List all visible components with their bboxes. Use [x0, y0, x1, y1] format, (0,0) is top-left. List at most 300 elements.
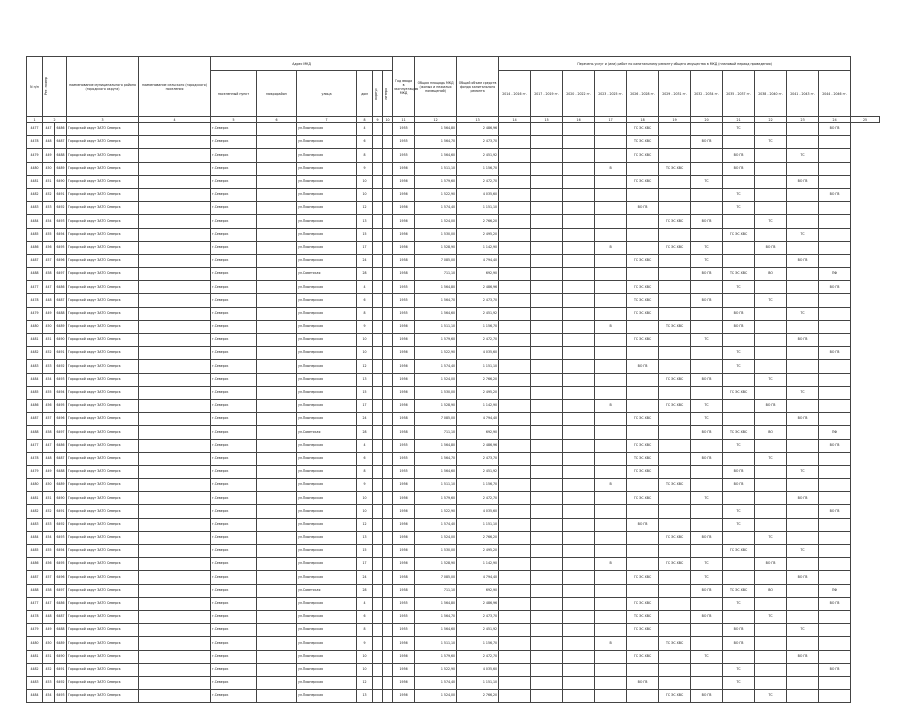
- cell-cost: 4 794,40: [457, 254, 499, 267]
- cell-empty: [257, 254, 297, 267]
- cell-id: 6487: [55, 610, 67, 623]
- cell-empty: [139, 136, 211, 149]
- cell-work-period: [659, 545, 691, 558]
- cell-empty: [383, 545, 393, 558]
- cell-reg: 449: [43, 624, 55, 637]
- cell-n: 4478: [27, 610, 43, 623]
- cell-locality: г.Северск: [211, 202, 257, 215]
- cell-empty: [139, 320, 211, 333]
- cell-work-period: [659, 571, 691, 584]
- cell-work-period: ТС: [723, 281, 755, 294]
- cell-work-period: [787, 610, 819, 623]
- cell-work-period: [691, 320, 723, 333]
- cell-empty: [373, 676, 383, 689]
- cell-area: 1 522,90: [415, 663, 457, 676]
- cell-house: 12: [357, 518, 373, 531]
- cell-area: 1 511,10: [415, 479, 457, 492]
- cell-work-period: [691, 386, 723, 399]
- cell-empty: [257, 320, 297, 333]
- cell-district: Городской округ ЗАТО Северск: [67, 650, 139, 663]
- cell-work-period: [563, 228, 595, 241]
- cell-work-period: [627, 373, 659, 386]
- cell-work-period: [595, 597, 627, 610]
- cell-empty: [373, 294, 383, 307]
- cell-work-period: ГС ЭС ХВС: [627, 334, 659, 347]
- cell-empty: [383, 202, 393, 215]
- cell-empty: [257, 202, 297, 215]
- cell-district: Городской округ ЗАТО Северск: [67, 123, 139, 136]
- cell-cost: 4 035,60: [457, 505, 499, 518]
- cell-empty: [383, 637, 393, 650]
- cell-house: 10: [357, 492, 373, 505]
- cell-work-period: ВО ГВ: [787, 254, 819, 267]
- cell-work-period: [499, 531, 531, 544]
- cell-work-period: [787, 123, 819, 136]
- cell-work-period: ТС ЭС ХВС: [723, 426, 755, 439]
- cell-work-period: [499, 373, 531, 386]
- cell-empty: [383, 123, 393, 136]
- cell-empty: [383, 254, 393, 267]
- cell-locality: г.Северск: [211, 690, 257, 703]
- cell-work-period: ВО ГВ: [755, 558, 787, 571]
- cell-work-period: ТС: [691, 241, 723, 254]
- cell-empty: [373, 610, 383, 623]
- cell-street: ул.Пионерская: [297, 650, 357, 663]
- cell-empty: [139, 610, 211, 623]
- cell-cost: 4 794,40: [457, 571, 499, 584]
- cell-empty: [383, 413, 393, 426]
- cell-year: 1956: [393, 386, 415, 399]
- cell-empty: [139, 268, 211, 281]
- cell-work-period: [499, 281, 531, 294]
- cell-work-period: ВО ГВ: [627, 518, 659, 531]
- cell-work-period: ГС ЭС ХВС: [723, 545, 755, 558]
- cell-work-period: ТС ЭС ХВС: [659, 320, 691, 333]
- cell-work-period: ТС: [691, 650, 723, 663]
- cell-cost: 2 486,96: [457, 597, 499, 610]
- cell-cost: 2 495,20: [457, 545, 499, 558]
- cell-house: 10: [357, 175, 373, 188]
- cell-work-period: [563, 492, 595, 505]
- cell-work-period: ГС ЭС ХВС: [627, 307, 659, 320]
- cell-id: 6494: [55, 545, 67, 558]
- cell-work-period: [787, 676, 819, 689]
- cell-district: Городской округ ЗАТО Северск: [67, 373, 139, 386]
- cell-work-period: [563, 268, 595, 281]
- cell-district: Городской округ ЗАТО Северск: [67, 637, 139, 650]
- table-row: [27, 518, 880, 531]
- cell-year: 1956: [393, 676, 415, 689]
- cell-house: 13: [357, 215, 373, 228]
- cell-work-period: [787, 531, 819, 544]
- cell-reg: 447: [43, 123, 55, 136]
- cell-work-period: [691, 123, 723, 136]
- cell-work-period: [723, 558, 755, 571]
- cell-empty: [257, 123, 297, 136]
- cell-area: 1 579,60: [415, 650, 457, 663]
- cell-district: Городской округ ЗАТО Северск: [67, 399, 139, 412]
- cell-work-period: ВО ГВ: [787, 413, 819, 426]
- cell-work-period: [499, 175, 531, 188]
- cell-locality: г.Северск: [211, 123, 257, 136]
- cell-empty: [139, 426, 211, 439]
- cell-work-period: [787, 294, 819, 307]
- cell-street: ул.Пионерская: [297, 505, 357, 518]
- cell-work-period: ПФ: [819, 268, 851, 281]
- cell-reg: 453: [43, 518, 55, 531]
- cell-work-period: [691, 149, 723, 162]
- cell-work-period: [563, 479, 595, 492]
- cell-work-period: ТС: [723, 188, 755, 201]
- cell-work-period: ВО ГВ: [691, 294, 723, 307]
- cell-work-period: [499, 413, 531, 426]
- cell-year: 1955: [393, 465, 415, 478]
- cell-work-period: [563, 241, 595, 254]
- cell-work-period: [755, 492, 787, 505]
- cell-work-period: [531, 149, 563, 162]
- cell-year: 1956: [393, 347, 415, 360]
- cell-work-period: [531, 373, 563, 386]
- cell-work-period: ТС: [691, 492, 723, 505]
- cell-id: 6490: [55, 175, 67, 188]
- cell-house: 9: [357, 479, 373, 492]
- cell-work-period: [819, 637, 851, 650]
- cell-area: 1 530,00: [415, 545, 457, 558]
- cell-work-period: ТС: [755, 610, 787, 623]
- cell-work-period: [659, 492, 691, 505]
- cell-work-period: [531, 136, 563, 149]
- cell-street: ул.Пионерская: [297, 334, 357, 347]
- cell-year: 1955: [393, 610, 415, 623]
- cell-work-period: [755, 307, 787, 320]
- cell-empty: [139, 663, 211, 676]
- cell-empty: [257, 386, 297, 399]
- period-1: 2017 - 2019 гг.: [531, 71, 563, 117]
- cell-empty: [139, 597, 211, 610]
- cell-work-period: [659, 123, 691, 136]
- cell-work-period: [595, 676, 627, 689]
- table-row: [27, 215, 880, 228]
- table-row: [27, 663, 880, 676]
- cell-area: 1 564,80: [415, 597, 457, 610]
- cell-work-period: [563, 360, 595, 373]
- cell-work-period: ВО ГВ: [691, 215, 723, 228]
- cell-cost: 1 142,90: [457, 399, 499, 412]
- cell-id: 6486: [55, 597, 67, 610]
- cell-work-period: [691, 663, 723, 676]
- cell-empty: [257, 334, 297, 347]
- cell-work-period: ТС: [787, 386, 819, 399]
- cell-work-period: [499, 610, 531, 623]
- cell-locality: г.Северск: [211, 347, 257, 360]
- table-row: [27, 175, 880, 188]
- cell-cost: 1 151,10: [457, 518, 499, 531]
- cell-id: 6493: [55, 373, 67, 386]
- cell-work-period: [691, 360, 723, 373]
- cell-work-period: [627, 215, 659, 228]
- cell-area: 7 085,00: [415, 571, 457, 584]
- cell-work-period: [691, 676, 723, 689]
- cell-empty: [383, 281, 393, 294]
- cell-reg: 449: [43, 465, 55, 478]
- cell-work-period: ТС: [755, 373, 787, 386]
- cell-cost: 692,90: [457, 584, 499, 597]
- cell-empty: [257, 465, 297, 478]
- table-row: [27, 597, 880, 610]
- cell-work-period: [531, 228, 563, 241]
- cell-work-period: ВО ГВ: [691, 610, 723, 623]
- cell-work-period: [755, 123, 787, 136]
- cell-street: ул.Пионерская: [297, 281, 357, 294]
- cell-n: 4482: [27, 663, 43, 676]
- cell-street: ул.Пионерская: [297, 413, 357, 426]
- cell-work-period: ВО ГВ: [691, 452, 723, 465]
- cell-area: 711,10: [415, 426, 457, 439]
- cell-cost: 2 473,70: [457, 294, 499, 307]
- cell-work-period: [563, 123, 595, 136]
- cell-work-period: ТС ЭС ХВС: [723, 584, 755, 597]
- cell-house: 12: [357, 676, 373, 689]
- cell-empty: [373, 624, 383, 637]
- cell-empty: [373, 584, 383, 597]
- cell-cost: 692,90: [457, 268, 499, 281]
- cell-district: Городской округ ЗАТО Северск: [67, 531, 139, 544]
- table-row: [27, 637, 880, 650]
- cell-empty: [373, 465, 383, 478]
- cell-work-period: ТС: [755, 294, 787, 307]
- cell-id: 6488: [55, 307, 67, 320]
- cell-work-period: [563, 399, 595, 412]
- cell-reg: 452: [43, 505, 55, 518]
- cell-work-period: [531, 386, 563, 399]
- col-header-locality: населенный пункт: [211, 71, 257, 117]
- cell-id: 6488: [55, 149, 67, 162]
- cell-reg: 456: [43, 558, 55, 571]
- cell-work-period: [563, 637, 595, 650]
- cell-work-period: [595, 294, 627, 307]
- cell-reg: 455: [43, 228, 55, 241]
- cell-year: 1956: [393, 334, 415, 347]
- cell-work-period: [563, 518, 595, 531]
- cell-empty: [257, 545, 297, 558]
- cell-work-period: [659, 465, 691, 478]
- cell-work-period: [691, 479, 723, 492]
- cell-work-period: [627, 584, 659, 597]
- cell-work-period: [531, 439, 563, 452]
- cell-work-period: [819, 492, 851, 505]
- cell-work-period: [563, 413, 595, 426]
- table-row: [27, 505, 880, 518]
- table-row: [27, 571, 880, 584]
- cell-cost: 2 472,70: [457, 175, 499, 188]
- cell-work-period: [563, 690, 595, 703]
- cell-empty: [383, 399, 393, 412]
- cell-street: ул.Пионерская: [297, 676, 357, 689]
- cell-work-period: [723, 215, 755, 228]
- cell-work-period: [499, 439, 531, 452]
- table-row: [27, 452, 880, 465]
- cell-work-period: [787, 558, 819, 571]
- cell-work-period: [819, 254, 851, 267]
- cell-empty: [139, 360, 211, 373]
- cell-n: 4480: [27, 479, 43, 492]
- cell-work-period: [499, 650, 531, 663]
- cell-empty: [373, 413, 383, 426]
- cell-n: 4486: [27, 241, 43, 254]
- cell-work-period: ВО ГВ: [723, 162, 755, 175]
- cell-work-period: [819, 518, 851, 531]
- cell-cost: 2 766,20: [457, 215, 499, 228]
- cell-work-period: [787, 241, 819, 254]
- col-header-works: Перечень услуг и (или) работ по капитальному ремонту общего имущества в МКД (плановый период проведения): [499, 57, 851, 71]
- cell-work-period: [563, 465, 595, 478]
- cell-work-period: ГС ЭС ХВС: [723, 386, 755, 399]
- cell-district: Городской округ ЗАТО Северск: [67, 492, 139, 505]
- cell-work-period: ГС ЭС ХВС: [659, 399, 691, 412]
- cell-work-period: [723, 413, 755, 426]
- cell-work-period: [563, 373, 595, 386]
- cell-work-period: [691, 624, 723, 637]
- cell-empty: [139, 465, 211, 478]
- cell-empty: [373, 360, 383, 373]
- cell-work-period: [627, 663, 659, 676]
- cell-cost: 2 495,20: [457, 228, 499, 241]
- cell-work-period: [819, 307, 851, 320]
- cell-n: 4480: [27, 637, 43, 650]
- cell-work-period: [595, 505, 627, 518]
- cell-reg: 453: [43, 676, 55, 689]
- cell-locality: г.Северск: [211, 399, 257, 412]
- cell-locality: г.Северск: [211, 426, 257, 439]
- cell-street: ул.Пионерская: [297, 663, 357, 676]
- cell-street: ул.Пионерская: [297, 452, 357, 465]
- cell-n: 4478: [27, 294, 43, 307]
- cell-area: 1 564,70: [415, 136, 457, 149]
- cell-work-period: [499, 320, 531, 333]
- cell-area: 1 528,90: [415, 558, 457, 571]
- cell-year: 1956: [393, 188, 415, 201]
- cell-work-period: [819, 162, 851, 175]
- cell-work-period: [595, 465, 627, 478]
- cell-empty: [257, 505, 297, 518]
- cell-house: 13: [357, 690, 373, 703]
- cell-work-period: ТС: [787, 545, 819, 558]
- cell-id: 6487: [55, 294, 67, 307]
- cell-work-period: [531, 307, 563, 320]
- cell-district: Городской округ ЗАТО Северск: [67, 439, 139, 452]
- cell-work-period: [595, 202, 627, 215]
- cell-n: 4484: [27, 531, 43, 544]
- cell-area: 1 522,90: [415, 347, 457, 360]
- cell-work-period: [755, 676, 787, 689]
- cell-work-period: В: [595, 479, 627, 492]
- cell-street: ул.Пионерская: [297, 175, 357, 188]
- cell-reg: 452: [43, 663, 55, 676]
- table-row: [27, 676, 880, 689]
- cell-district: Городской округ ЗАТО Северск: [67, 558, 139, 571]
- cell-work-period: [563, 676, 595, 689]
- cell-work-period: ТС ЭС ХВС: [627, 136, 659, 149]
- cell-house: 4: [357, 281, 373, 294]
- cell-work-period: [499, 637, 531, 650]
- cell-work-period: [531, 676, 563, 689]
- cell-work-period: [627, 399, 659, 412]
- cell-n: 4483: [27, 518, 43, 531]
- cell-work-period: [819, 175, 851, 188]
- cell-year: 1958: [393, 268, 415, 281]
- cell-empty: [139, 492, 211, 505]
- cell-year: 1955: [393, 136, 415, 149]
- cell-work-period: ГС ЭС ХВС: [627, 571, 659, 584]
- cell-id: 6488: [55, 465, 67, 478]
- cell-work-period: [787, 690, 819, 703]
- cell-work-period: [563, 386, 595, 399]
- cell-work-period: [819, 228, 851, 241]
- cell-street: ул.Пионерская: [297, 202, 357, 215]
- cell-n: 4483: [27, 202, 43, 215]
- cell-work-period: [755, 162, 787, 175]
- cell-reg: 454: [43, 690, 55, 703]
- cell-work-period: [595, 610, 627, 623]
- cell-empty: [257, 426, 297, 439]
- cell-empty: [373, 426, 383, 439]
- cell-work-period: ТС: [691, 334, 723, 347]
- cell-work-period: [723, 610, 755, 623]
- cell-work-period: [787, 268, 819, 281]
- cell-empty: [373, 136, 383, 149]
- cell-reg: 447: [43, 597, 55, 610]
- cell-work-period: [595, 149, 627, 162]
- cell-work-period: [627, 188, 659, 201]
- cell-work-period: ГС ЭС ХВС: [659, 558, 691, 571]
- cell-house: 24: [357, 571, 373, 584]
- cell-empty: [383, 531, 393, 544]
- cell-district: Городской округ ЗАТО Северск: [67, 465, 139, 478]
- cell-empty: [257, 281, 297, 294]
- cell-work-period: [531, 202, 563, 215]
- table-row: [27, 162, 880, 175]
- cell-work-period: [595, 386, 627, 399]
- cell-work-period: ВО ГВ: [787, 571, 819, 584]
- cell-work-period: [531, 597, 563, 610]
- cell-district: Городской округ ЗАТО Северск: [67, 571, 139, 584]
- cell-work-period: [819, 624, 851, 637]
- cell-work-period: ВО ГВ: [787, 175, 819, 188]
- cell-empty: [257, 347, 297, 360]
- cell-street: ул.Пионерская: [297, 347, 357, 360]
- cell-work-period: [819, 531, 851, 544]
- cell-year: 1956: [393, 505, 415, 518]
- cell-work-period: [563, 254, 595, 267]
- cell-empty: [257, 558, 297, 571]
- cell-id: 6489: [55, 320, 67, 333]
- cell-n: 4484: [27, 215, 43, 228]
- cell-id: 6497: [55, 584, 67, 597]
- cell-house: 9: [357, 162, 373, 175]
- cell-work-period: [531, 334, 563, 347]
- cell-district: Городской округ ЗАТО Северск: [67, 241, 139, 254]
- cell-n: 4477: [27, 281, 43, 294]
- cell-work-period: ВО ГВ: [723, 465, 755, 478]
- cell-work-period: [691, 281, 723, 294]
- cell-street: ул.Пионерская: [297, 123, 357, 136]
- cell-locality: г.Северск: [211, 188, 257, 201]
- cell-reg: 453: [43, 360, 55, 373]
- col-header-building: корпус: [373, 71, 383, 117]
- cell-work-period: [755, 188, 787, 201]
- cell-year: 1956: [393, 202, 415, 215]
- cell-work-period: [691, 439, 723, 452]
